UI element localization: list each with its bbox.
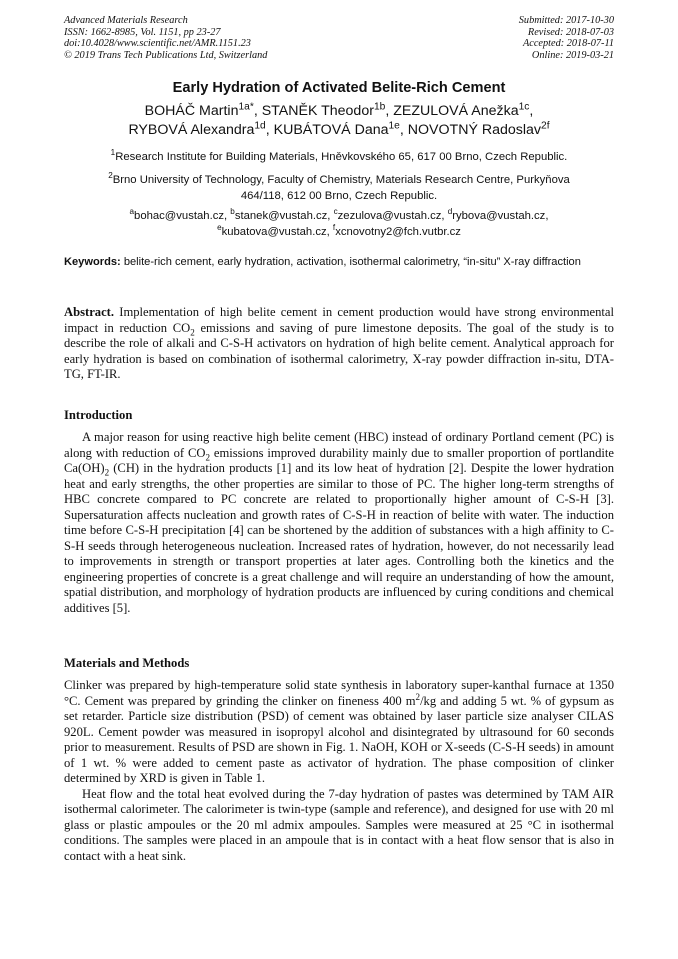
affiliation-2 (40, 172, 638, 204)
email-link[interactable]: stanek@vustah.cz (234, 210, 328, 222)
affiliation-text: Brno University of Technology, Faculty of Chemistry, Materials Research Centre, Purkyňova (112, 174, 570, 186)
paragraph-text: Clinker was prepared by high-temperature solid state synthesis in laboratory super-kanthal furnace at 1350 °C. Cement was prepared by grinding the clinker on fineness 400 m (64, 678, 614, 708)
keywords-label: Keywords: (64, 256, 121, 268)
author-name: ZEZULOVÁ Anežka (393, 103, 519, 119)
author-sup: 2f (541, 120, 550, 132)
abstract-subscript: 2 (190, 327, 195, 338)
paragraph-text: (CH) in the hydration products [1] and its low heat of hydration [2]. Despite the lower hydration heat and early strengths, the other properties are similar to those of PC. The higher long-term strengths of HBC concrete compared to PC concrete are related to proportionally higher amount of C-S-H [3]. Supersaturation affects nucleation and growth rates of C-S-H in reaction of belite with water. The induction time before C-S-H precipitation [4] can be shortened by the addition of substances with a high affinity to C-S-H seeds through heterogeneous nucleation. Increased rates of hydration, however, do not necessarily lead to improvements in strength or transport properties at later ages. Controlling both the kinetics and the engineering properties of concrete is a great challenge and will require an understanding of how the amount, spatial distribution, and morphology of hydration products are influenced by curing conditions and chemical additives [5]. (64, 461, 614, 616)
affiliation-sup: 1 (110, 148, 116, 158)
email-sup: c (333, 207, 338, 217)
abstract (64, 305, 614, 383)
author-sup: 1e (388, 120, 400, 132)
introduction-heading: Introduction (64, 408, 133, 422)
keywords (64, 256, 614, 270)
email-sup: a (129, 207, 135, 217)
abstract-text: Implementation of high belite cement in cement production would have strong environmental impact in reduction CO (64, 305, 614, 335)
journal-issn: ISSN: 1662-8985, Vol. 1151, pp 23-27 (64, 26, 221, 38)
abstract-text: emissions and saving of pure limestone deposits. The goal of the study is to describe the role of alkali and C-S-H activators on hydration of high belite cement. Analytical approach for early hydration is based on combination of isothermal calorimetry, X-ray powder diffraction in-situ, DTA-TG, FT-IR. (64, 320, 614, 382)
date-submitted: Submitted: 2017-10-30 (518, 15, 614, 26)
email-sup: b (230, 207, 235, 217)
email-link[interactable]: bohac@vustah.cz (134, 210, 224, 222)
methods-body (64, 678, 614, 865)
date-accepted: Accepted: 2018-07-11 (522, 38, 614, 50)
subscript: 2 (205, 452, 210, 463)
author-sup: 1d (254, 120, 266, 132)
affiliation-text: 464/118, 612 00 Brno, Czech Republic. (240, 190, 438, 202)
date-online: Online: 2019-03-21 (531, 49, 614, 61)
email-link[interactable]: rybova@vustah.cz (452, 210, 546, 222)
journal-doi[interactable]: doi:10.4028/www.scientific.net/AMR.1151.23 (64, 38, 251, 50)
superscript: 2 (415, 691, 421, 702)
introduction-paragraph (64, 430, 614, 617)
paragraph-text: A major reason for using reactive high belite cement (HBC) instead of ordinary Portland cement (PC) is along with reduction of CO (64, 430, 614, 460)
email-link[interactable]: xcnovotny2@fch.vutbr.cz (335, 226, 461, 238)
author-sup: 1c (518, 101, 530, 113)
methods-paragraph: Heat flow and the total heat evolved during the 7-day hydration of pastes was determined by TAM AIR isothermal calorimeter. The calorimeter is twin-type (sample and reference), and designed for use with 20 ml glass or plastic ampoules or the 20 ml admix ampoules. Samples were measured at 25 °C in isothermal conditions. The samples were placed in an ampoule that is in contact with a heat flow sensor that is also in contact with a heat sink. (64, 786, 614, 864)
author-list: BOHÁČ Martin$^{1a*}$, STANĚK Theodor$^{1b}$, ZEZULOVÁ Anežka$^{1c}$, RYBOVÁ Alexandra$^{1d}$, KUBÁTOVÁ Dana$^{1e}$, NOVOTNÝ Radoslav$^{2f}$ (128, 101, 550, 138)
journal-name: Advanced Materials Research (64, 15, 188, 26)
author-name: KUBÁTOVÁ Dana (273, 122, 389, 138)
methods-paragraph (64, 678, 614, 787)
journal-info (64, 15, 267, 61)
paragraph-text: emissions improved durability mainly due to smaller proportion of portlandite Ca(OH) (64, 445, 614, 476)
affiliation-1 (40, 149, 638, 165)
affiliation-text: Research Institute for Building Materials, Hněvkovského 65, 617 00 Brno, Czech Republic. (115, 151, 568, 163)
author-name: STANĚK Theodor (261, 103, 374, 119)
subscript: 2 (104, 467, 110, 478)
methods-heading: Materials and Methods (64, 656, 190, 670)
paper-title: Early Hydration of Activated Belite-Rich Cement (172, 80, 506, 96)
email-list: $^a$bohac@vustah.cz, $^b$stanek@vustah.cz, $^c$zezulova@vustah.cz, $^d$rybova@vustah.cz, $^e$kubatova@vustah.cz, $^f$xcnovotny2@fch.vutbr.cz (129, 207, 549, 238)
author-name: BOHÁČ Martin (144, 103, 239, 119)
email-link[interactable]: zezulova@vustah.cz (337, 210, 442, 222)
affiliation-sup: 2 (108, 171, 113, 181)
author-sup: 1b (373, 101, 386, 113)
email-link[interactable]: kubatova@vustah.cz (221, 226, 327, 238)
email-sup: d (447, 207, 453, 217)
keywords-text: belite-rich cement, early hydration, activation, isothermal calorimetry, “in-situ” X-ray diffraction (123, 256, 581, 268)
publication-dates (519, 15, 614, 61)
abstract-label: Abstract. (64, 305, 115, 319)
author-sup: 1a* (238, 101, 254, 113)
paragraph-text: /kg and adding 5 wt. % of gypsum as set retarder. Particle size distribution (PSD) of cement was obtained by laser particle size analyser CILAS 920L. Cement powder was measured in isopropyl alcohol and disintegrated by ultrasound for 60 seconds prior to measurement. Results of PSD are shown in Fig. 1. NaOH, KOH or X-seeds (C-S-H seeds) in amount of 1 wt. % were added to cement paste as activator of hydration. The phase composition of clinker determined by XRD is given in Table 1. (64, 693, 614, 786)
author-name: RYBOVÁ Alexandra (128, 122, 255, 138)
email-sup: f (332, 223, 336, 233)
author-name: NOVOTNÝ Radoslav (407, 122, 542, 138)
introduction-body (64, 430, 614, 617)
journal-copyright: © 2019 Trans Tech Publications Ltd, Switzerland (64, 49, 268, 61)
email-sup: e (217, 223, 222, 233)
date-revised: Revised: 2018-07-03 (527, 26, 614, 38)
